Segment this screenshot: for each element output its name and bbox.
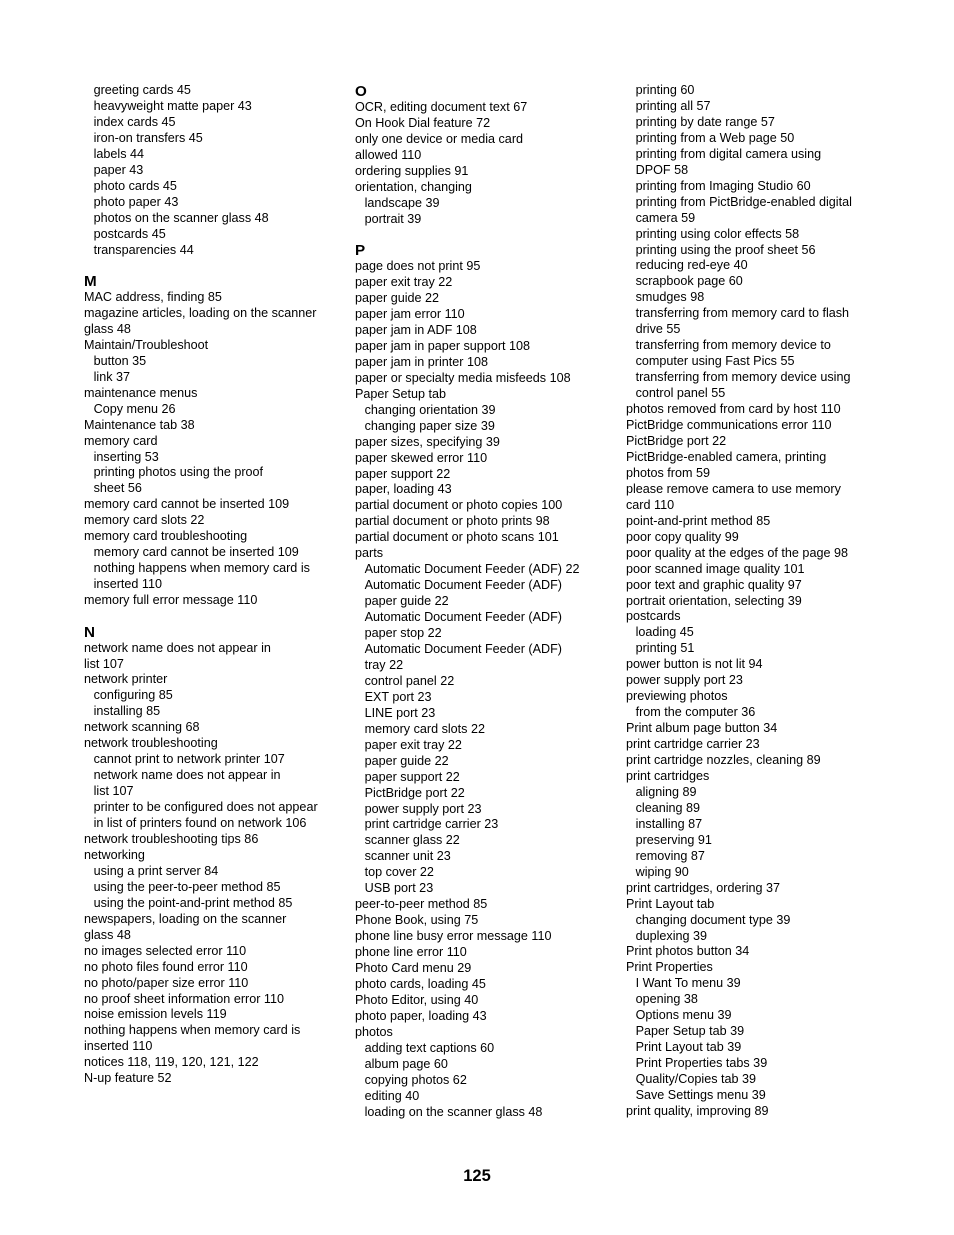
index-subentry: heavyweight matte paper 43 xyxy=(93,98,252,113)
index-subentry: Print Properties tabs 39 xyxy=(635,1056,768,1071)
index-entry: PictBridge-enabled camera, printing xyxy=(626,449,827,464)
index-subentry: scanner glass 22 xyxy=(364,833,460,848)
index-subentry: paper guide 22 xyxy=(364,753,449,768)
index-subentry: network name does not appear in xyxy=(93,768,281,783)
index-entry: Phone Book, using 75 xyxy=(355,913,479,928)
index-entry: print quality, improving 89 xyxy=(626,1104,769,1118)
index-subentry: paper support 22 xyxy=(364,769,460,784)
index-subentry: printing from a Web page 50 xyxy=(635,130,795,145)
index-subentry: preserving 91 xyxy=(635,832,712,847)
index-subentry: portrait 39 xyxy=(364,211,422,226)
index-subentry: album page 60 xyxy=(364,1056,448,1071)
index-entry: poor scanned image quality 101 xyxy=(626,561,805,576)
index-subentry: Copy menu 26 xyxy=(93,401,176,416)
index-entry: network troubleshooting tips 86 xyxy=(84,831,259,846)
index-column-2 xyxy=(355,83,617,1121)
index-entry: Print Properties xyxy=(626,960,713,975)
index-subentry: camera 59 xyxy=(635,210,696,225)
index-subentry: inserting 53 xyxy=(93,449,159,464)
index-entry: previewing photos xyxy=(626,689,728,704)
index-entry: photo paper, loading 43 xyxy=(355,1008,487,1023)
index-entry: phone line error 110 xyxy=(355,945,467,960)
index-subentry: transferring from memory card to flash xyxy=(635,306,850,321)
index-subentry: paper exit tray 22 xyxy=(364,737,462,752)
index-entry: paper, loading 43 xyxy=(355,482,452,497)
index-subentry: labels 44 xyxy=(93,146,145,161)
index-entry: paper jam error 110 xyxy=(355,306,465,321)
index-subentry: printing photos using the proof xyxy=(93,465,264,480)
index-entry: orientation, changing xyxy=(355,179,472,194)
index-entry: peer-to-peer method 85 xyxy=(355,897,488,912)
index-subentry: sheet 56 xyxy=(93,481,142,496)
index-subentry: DPOF 58 xyxy=(635,162,689,177)
index-entry: print cartridge carrier 23 xyxy=(626,737,760,752)
index-subentry: printing 51 xyxy=(635,641,695,656)
index-subentry: from the computer 36 xyxy=(635,705,756,720)
index-entry: partial document or photo scans 101 xyxy=(355,530,559,545)
index-entry: poor copy quality 99 xyxy=(626,529,739,544)
index-subentry: drive 55 xyxy=(635,322,681,337)
index-subentry: Print Layout tab 39 xyxy=(635,1040,742,1055)
index-entry: glass 48 xyxy=(84,927,131,942)
index-entry: no photo/paper size error 110 xyxy=(84,975,249,990)
index-subentry: control panel 22 xyxy=(364,673,455,688)
index-entry: photo cards, loading 45 xyxy=(355,977,486,992)
index-entry: paper or specialty media misfeeds 108 xyxy=(355,370,571,385)
index-entry: paper jam in printer 108 xyxy=(355,354,489,369)
index-subentry: Quality/Copies tab 39 xyxy=(635,1072,757,1087)
index-subentry: changing document type 39 xyxy=(635,912,791,927)
index-entry: nothing happens when memory card is xyxy=(84,1023,301,1038)
index-entry: no photo files found error 110 xyxy=(84,959,248,974)
index-entry: only one device or media card xyxy=(355,131,524,146)
index-subentry: opening 38 xyxy=(635,992,698,1007)
index-subentry: printing by date range 57 xyxy=(635,114,775,129)
index-subentry: removing 87 xyxy=(635,848,705,863)
index-entry: noise emission levels 119 xyxy=(84,1007,227,1022)
index-subentry: list 107 xyxy=(93,784,134,799)
index-subentry: using the peer-to-peer method 85 xyxy=(93,879,281,894)
index-subentry: cannot print to network printer 107 xyxy=(93,752,285,767)
index-entry: Maintain/Troubleshoot xyxy=(84,337,209,352)
index-subentry: loading on the scanner glass 48 xyxy=(364,1104,543,1119)
index-subentry: paper stop 22 xyxy=(364,626,442,641)
index-entry: notices 118, 119, 120, 121, 122 xyxy=(84,1055,259,1070)
index-entry: parts xyxy=(355,546,383,561)
index-entry: photos removed from card by host 110 xyxy=(626,402,841,417)
index-section-letter: N xyxy=(84,623,95,641)
index-subentry: editing 40 xyxy=(364,1088,420,1103)
index-subentry: Automatic Document Feeder (ADF) xyxy=(364,578,562,593)
index-entry: power supply port 23 xyxy=(626,673,743,688)
index-entry: Photo Editor, using 40 xyxy=(355,992,479,1007)
index-entry: card 110 xyxy=(626,497,675,512)
index-subentry: iron-on transfers 45 xyxy=(93,130,203,145)
index-entry: PictBridge port 22 xyxy=(626,433,727,448)
index-subentry: nothing happens when memory card is xyxy=(93,561,310,576)
index-entry: paper exit tray 22 xyxy=(355,275,453,290)
index-subentry: tray 22 xyxy=(364,657,404,672)
index-entry: Photo Card menu 29 xyxy=(355,961,472,976)
index-entry: inserted 110 xyxy=(84,1039,153,1054)
index-entry: paper guide 22 xyxy=(355,291,440,306)
index-subentry: aligning 89 xyxy=(635,784,697,799)
index-entry: print cartridges, ordering 37 xyxy=(626,880,781,895)
index-subentry: configuring 85 xyxy=(93,688,173,703)
index-entry: network name does not appear in xyxy=(84,640,271,655)
index-subentry: link 37 xyxy=(93,369,130,384)
index-entry: N-up feature 52 xyxy=(84,1071,172,1086)
index-subentry: scanner unit 23 xyxy=(364,849,451,864)
index-entry: newspapers, loading on the scanner xyxy=(84,911,287,926)
index-entry: paper jam in paper support 108 xyxy=(355,338,531,353)
index-subentry: Automatic Document Feeder (ADF) xyxy=(364,610,562,625)
index-entry: postcards xyxy=(626,609,681,624)
index-entry: ordering supplies 91 xyxy=(355,163,469,178)
index-subentry: I Want To menu 39 xyxy=(635,976,741,991)
index-entry: no images selected error 110 xyxy=(84,943,247,958)
index-subentry: loading 45 xyxy=(635,625,694,640)
index-entry: paper jam in ADF 108 xyxy=(355,322,477,337)
index-subentry: printing from digital camera using xyxy=(635,146,822,161)
index-subentry: printing from Imaging Studio 60 xyxy=(635,178,811,193)
index-subentry: reducing red-eye 40 xyxy=(635,258,748,273)
index-entry: no proof sheet information error 110 xyxy=(84,991,284,1006)
index-subentry: in list of printers found on network 106 xyxy=(93,816,307,831)
index-subentry: LINE port 23 xyxy=(364,705,436,720)
index-subentry: scrapbook page 60 xyxy=(635,274,743,289)
index-entry: print cartridge nozzles, cleaning 89 xyxy=(626,753,821,768)
index-subentry: copying photos 62 xyxy=(364,1072,467,1087)
index-subentry: installing 85 xyxy=(93,704,161,719)
index-subentry: transparencies 44 xyxy=(93,242,194,257)
index-subentry: using the point-and-print method 85 xyxy=(93,895,293,910)
index-entry: photos xyxy=(355,1024,393,1039)
index-subentry: EXT port 23 xyxy=(364,689,432,704)
index-subentry: Options menu 39 xyxy=(635,1008,732,1023)
index-subentry: printer to be configured does not appear xyxy=(93,800,318,815)
index-entry: paper support 22 xyxy=(355,466,451,481)
index-entry: maintenance menus xyxy=(84,385,198,400)
index-entry: network scanning 68 xyxy=(84,720,200,735)
index-subentry: printing using the proof sheet 56 xyxy=(635,242,816,257)
index-entry: partial document or photo copies 100 xyxy=(355,498,563,513)
index-subentry: printing from PictBridge-enabled digital xyxy=(635,194,852,209)
index-entry: Print Layout tab xyxy=(626,896,715,911)
index-subentry: cleaning 89 xyxy=(635,800,701,815)
index-subentry: adding text captions 60 xyxy=(364,1040,495,1055)
index-entry: allowed 110 xyxy=(355,147,422,162)
index-subentry: power supply port 23 xyxy=(364,801,482,816)
index-subentry: landscape 39 xyxy=(364,195,440,210)
index-subentry: printing using color effects 58 xyxy=(635,226,800,241)
index-subentry: photo cards 45 xyxy=(93,178,177,193)
index-subentry: inserted 110 xyxy=(93,577,162,592)
index-subentry: transferring from memory device to xyxy=(635,338,831,353)
index-subentry: changing paper size 39 xyxy=(364,418,495,433)
index-entry: please remove camera to use memory xyxy=(626,481,841,496)
index-subentry: button 35 xyxy=(93,353,147,368)
index-entry: memory card cannot be inserted 109 xyxy=(84,497,290,512)
index-entry: Maintenance tab 38 xyxy=(84,417,195,432)
index-subentry: USB port 23 xyxy=(364,881,434,896)
index-section-letter: P xyxy=(355,242,366,260)
index-section-letter: O xyxy=(355,83,367,100)
index-entry: portrait orientation, selecting 39 xyxy=(626,593,802,608)
index-subentry: index cards 45 xyxy=(93,114,176,129)
index-subentry: duplexing 39 xyxy=(635,928,708,943)
index-entry: memory full error message 110 xyxy=(84,593,258,608)
index-entry: paper skewed error 110 xyxy=(355,450,488,465)
index-entry: memory card slots 22 xyxy=(84,513,205,528)
index-entry: magazine articles, loading on the scanner xyxy=(84,305,317,320)
index-subentry: wiping 90 xyxy=(635,864,689,879)
index-subentry: using a print server 84 xyxy=(93,863,219,878)
index-entry: photos from 59 xyxy=(626,465,711,480)
page-number: 125 xyxy=(463,1167,491,1185)
index-entry: MAC address, finding 85 xyxy=(84,289,222,304)
index-subentry: printing all 57 xyxy=(635,98,711,113)
index-entry: networking xyxy=(84,847,145,862)
index-entry: Print album page button 34 xyxy=(626,721,778,736)
index-entry: poor quality at the edges of the page 98 xyxy=(626,545,848,560)
index-subentry: memory card cannot be inserted 109 xyxy=(93,545,299,560)
index-entry: On Hook Dial feature 72 xyxy=(355,115,491,130)
index-subentry: top cover 22 xyxy=(364,865,434,880)
index-subentry: greeting cards 45 xyxy=(93,83,191,97)
index-subentry: photos on the scanner glass 48 xyxy=(93,210,269,225)
index-entry: point-and-print method 85 xyxy=(626,513,771,528)
index-subentry: photo paper 43 xyxy=(93,194,179,209)
index-entry: memory card xyxy=(84,433,158,448)
index-column-3 xyxy=(626,83,888,1120)
index-subentry: paper guide 22 xyxy=(364,594,449,609)
index-entry: network printer xyxy=(84,672,168,687)
index-entry: print cartridges xyxy=(626,768,710,783)
index-entry: paper sizes, specifying 39 xyxy=(355,434,500,449)
index-entry: page does not print 95 xyxy=(355,259,481,274)
index-subentry: printing 60 xyxy=(635,83,695,97)
index-subentry: transferring from memory device using xyxy=(635,370,851,385)
index-entry: OCR, editing document text 67 xyxy=(355,100,528,114)
index-subentry: control panel 55 xyxy=(635,386,726,401)
index-entry: partial document or photo prints 98 xyxy=(355,514,550,529)
index-subentry: Paper Setup tab 39 xyxy=(635,1024,745,1039)
index-subentry: memory card slots 22 xyxy=(364,721,485,736)
index-entry: phone line busy error message 110 xyxy=(355,929,552,944)
index-entry: Paper Setup tab xyxy=(355,386,447,401)
index-entry: network troubleshooting xyxy=(84,736,218,751)
index-entry: poor text and graphic quality 97 xyxy=(626,577,802,592)
index-subentry: computer using Fast Pics 55 xyxy=(635,354,795,369)
index-entry: PictBridge communications error 110 xyxy=(626,418,832,433)
index-subentry: Automatic Document Feeder (ADF) 22 xyxy=(364,562,580,577)
index-subentry: Automatic Document Feeder (ADF) xyxy=(364,642,562,656)
index-entry: memory card troubleshooting xyxy=(84,529,248,544)
index-entry: power button is not lit 94 xyxy=(626,657,763,672)
index-subentry: smudges 98 xyxy=(635,290,705,305)
index-subentry: postcards 45 xyxy=(93,226,166,241)
index-column-1 xyxy=(84,83,346,1087)
index-subentry: print cartridge carrier 23 xyxy=(364,817,499,832)
index-subentry: installing 87 xyxy=(635,816,703,831)
index-section-letter: M xyxy=(84,272,97,290)
index-subentry: changing orientation 39 xyxy=(364,402,496,417)
index-entry: glass 48 xyxy=(84,321,131,336)
index-subentry: Save Settings menu 39 xyxy=(635,1088,766,1103)
index-entry: list 107 xyxy=(84,656,124,671)
index-subentry: PictBridge port 22 xyxy=(364,785,465,800)
index-entry: Print photos button 34 xyxy=(626,944,750,959)
index-subentry: paper 43 xyxy=(93,162,144,177)
